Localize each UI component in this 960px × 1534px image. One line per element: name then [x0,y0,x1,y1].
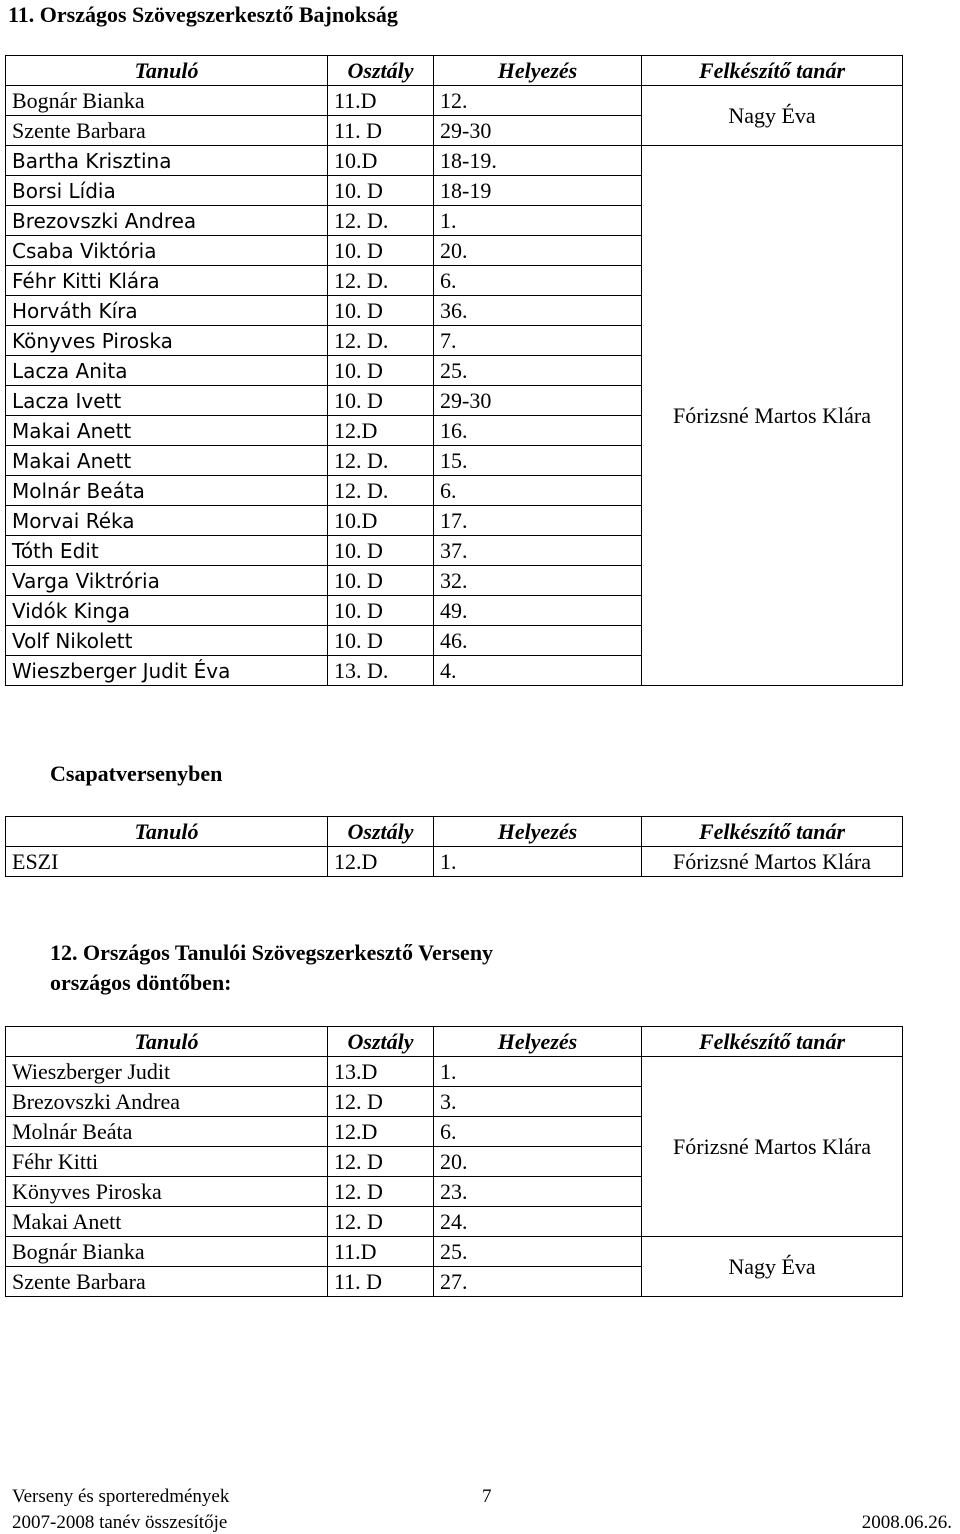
header-teacher: Felkészítő tanár [642,817,903,847]
cell-class: 12. D [328,1147,434,1177]
cell-name: Csaba Viktória [6,236,328,266]
cell-place: 7. [434,326,642,356]
cell-place: 6. [434,266,642,296]
cell-class: 13. D. [328,656,434,686]
table-header-row [6,817,903,847]
cell-place: 17. [434,506,642,536]
table-row [6,146,903,176]
cell-class: 12. D. [328,266,434,296]
cell-place: 49. [434,596,642,626]
cell-place: 46. [434,626,642,656]
cell-teacher: Fórizsné Martos Klára [642,146,903,686]
header-teacher: Felkészítő tanár [642,1027,903,1057]
page-title: 11. Országos Szövegszerkesztő Bajnokság [8,2,398,27]
footer-year: 2007-2008 tanév összesítője [12,1512,228,1533]
cell-place: 36. [434,296,642,326]
cell-name: Horváth Kíra [6,296,328,326]
cell-class: 12.D [328,847,434,877]
team-heading: Csapatversenyben [50,761,223,786]
section2-line1: 12. Országos Tanulói Szövegszerkesztő Verseny [50,940,494,965]
header-place: Helyezés [434,1027,642,1057]
cell-class: 12. D [328,1207,434,1237]
cell-class: 10. D [328,536,434,566]
cell-name: Brezovszki Andrea [6,206,328,236]
header-teacher: Felkészítő tanár [642,56,903,86]
cell-class: 12. D. [328,326,434,356]
table-header-row [6,1027,903,1057]
section2-line2: országos döntőben: [50,970,232,995]
cell-teacher: Fórizsné Martos Klára [642,847,903,877]
footer-page-number: 7 [482,1486,492,1507]
cell-name: ESZI [6,847,328,877]
cell-place: 25. [434,356,642,386]
cell-place: 15. [434,446,642,476]
cell-place: 23. [434,1177,642,1207]
cell-name: Vidók Kinga [6,596,328,626]
cell-name: Makai Anett [6,446,328,476]
table-row [6,1237,903,1267]
cell-class: 11.D [328,86,434,116]
cell-place: 37. [434,536,642,566]
footer-title: Verseny és sporteredmények [12,1486,230,1507]
cell-place: 29-30 [434,386,642,416]
section2-heading [50,938,493,998]
cell-name: Lacza Ivett [6,386,328,416]
cell-name: Wieszberger Judit Éva [6,656,328,686]
cell-class: 12. D [328,1087,434,1117]
cell-name: Varga Viktrória [6,566,328,596]
header-class: Osztály [328,1027,434,1057]
cell-name: Borsi Lídia [6,176,328,206]
results-table-team [5,816,903,877]
table-header-row [6,56,903,86]
cell-class: 12. D [328,1177,434,1207]
cell-name: Molnár Beáta [6,1117,328,1147]
cell-class: 12.D [328,416,434,446]
table-row [6,86,903,116]
header-class: Osztály [328,817,434,847]
cell-name: Bognár Bianka [6,86,328,116]
cell-name: Könyves Piroska [6,1177,328,1207]
cell-name: Szente Barbara [6,116,328,146]
cell-place: 3. [434,1087,642,1117]
header-place: Helyezés [434,56,642,86]
cell-name: Féhr Kitti Klára [6,266,328,296]
cell-class: 12. D. [328,476,434,506]
cell-place: 32. [434,566,642,596]
cell-place: 20. [434,236,642,266]
cell-place: 29-30 [434,116,642,146]
cell-place: 16. [434,416,642,446]
cell-name: Morvai Réka [6,506,328,536]
cell-name: Brezovszki Andrea [6,1087,328,1117]
cell-place: 25. [434,1237,642,1267]
header-student: Tanuló [6,1027,328,1057]
header-student: Tanuló [6,56,328,86]
cell-name: Bartha Krisztina [6,146,328,176]
table-row [6,1057,903,1087]
cell-class: 10. D [328,596,434,626]
cell-place: 27. [434,1267,642,1297]
cell-name: Bognár Bianka [6,1237,328,1267]
cell-place: 12. [434,86,642,116]
header-place: Helyezés [434,817,642,847]
cell-place: 1. [434,847,642,877]
cell-class: 11. D [328,116,434,146]
cell-class: 10. D [328,296,434,326]
cell-place: 24. [434,1207,642,1237]
cell-teacher: Fórizsné Martos Klára [642,1057,903,1237]
cell-class: 10.D [328,506,434,536]
cell-place: 1. [434,206,642,236]
cell-place: 18-19. [434,146,642,176]
cell-name: Makai Anett [6,416,328,446]
cell-teacher: Nagy Éva [642,1237,903,1297]
cell-place: 6. [434,476,642,506]
cell-name: Lacza Anita [6,356,328,386]
cell-place: 1. [434,1057,642,1087]
cell-teacher: Nagy Éva [642,86,903,146]
cell-name: Molnár Beáta [6,476,328,506]
cell-name: Tóth Edit [6,536,328,566]
cell-place: 18-19 [434,176,642,206]
cell-class: 10.D [328,146,434,176]
cell-name: Szente Barbara [6,1267,328,1297]
cell-name: Makai Anett [6,1207,328,1237]
cell-class: 10. D [328,566,434,596]
cell-place: 4. [434,656,642,686]
results-table-bajnoksag [5,55,903,686]
cell-class: 12. D. [328,206,434,236]
cell-place: 20. [434,1147,642,1177]
cell-class: 11. D [328,1267,434,1297]
cell-class: 10. D [328,386,434,416]
cell-class: 13.D [328,1057,434,1087]
header-class: Osztály [328,56,434,86]
cell-name: Könyves Piroska [6,326,328,356]
cell-class: 10. D [328,356,434,386]
footer-date: 2008.06.26. [861,1512,952,1533]
table-row [6,847,903,877]
cell-class: 10. D [328,176,434,206]
cell-name: Féhr Kitti [6,1147,328,1177]
results-table-verseny [5,1026,903,1297]
cell-place: 6. [434,1117,642,1147]
cell-class: 12. D. [328,446,434,476]
cell-name: Wieszberger Judit [6,1057,328,1087]
header-student: Tanuló [6,817,328,847]
cell-class: 10. D [328,236,434,266]
cell-name: Volf Nikolett [6,626,328,656]
cell-class: 10. D [328,626,434,656]
cell-class: 12.D [328,1117,434,1147]
cell-class: 11.D [328,1237,434,1267]
